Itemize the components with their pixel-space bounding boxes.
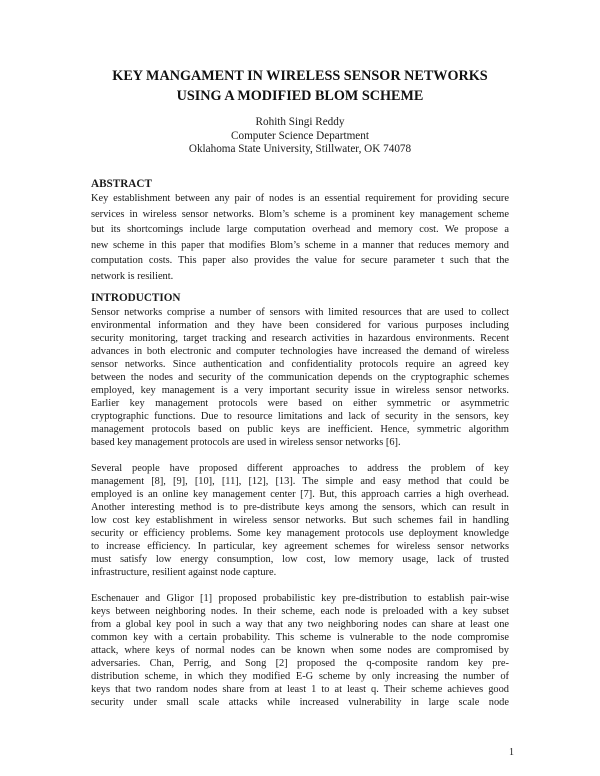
paragraph-line: advances in both electronic and computer technologies have increased the demand of wireless bbox=[91, 346, 509, 357]
abstract-line: network is resilient. bbox=[91, 270, 174, 282]
author-affiliation: Oklahoma State University, Stillwater, OK 74078 bbox=[188, 143, 412, 155]
page-number: 1 bbox=[509, 747, 514, 758]
title-line: KEY MANGAMENT IN WIRELESS SENSOR NETWORKS bbox=[112, 68, 488, 84]
introduction-heading-block bbox=[91, 292, 509, 305]
intro-paragraph-2 bbox=[91, 462, 509, 579]
introduction-heading: INTRODUCTION bbox=[91, 292, 181, 304]
abstract-heading: ABSTRACT bbox=[91, 178, 152, 190]
author-name: Rohith Singi Reddy bbox=[255, 116, 345, 128]
paragraph-line: Several people have proposed different approaches to address the problem of key bbox=[91, 463, 509, 474]
paragraph-line: Sensor networks comprise a number of sensors with limited resources that are used to collect bbox=[91, 307, 509, 318]
paragraph-text bbox=[91, 306, 509, 449]
paragraph-line: must satisfy low energy consumption, low cost, low memory usage, lack of trusted bbox=[91, 554, 509, 565]
paragraph-line: to increase efficiency. In particular, key agreement schemes for wireless sensor networks bbox=[91, 541, 509, 552]
abstract-line: new scheme in this paper that modifies Blom’s scheme in a manner that reduces memory and bbox=[91, 239, 509, 251]
paragraph-line: cryptographic functions. Due to resource limitations and lack of security in the sensors, key bbox=[91, 411, 509, 422]
paragraph-line: management [8], [9], [10], [11], [12], [13]. The simple and easy method that could be bbox=[91, 476, 509, 487]
paragraph-line: common key with a certain probability. This scheme is vulnerable to the node compromise bbox=[91, 632, 509, 643]
abstract-text bbox=[91, 191, 509, 284]
author-block bbox=[100, 116, 500, 157]
intro-paragraph-1 bbox=[91, 306, 509, 449]
paragraph-line: security or efficiency problems. Some key management protocols use deployment knowledge bbox=[91, 528, 509, 539]
paragraph-line: attack, where keys of normal nodes can be known when some nodes are compromised by bbox=[91, 645, 509, 656]
paragraph-text bbox=[91, 462, 509, 579]
paragraph-line: infrastructure, resilient against node capture. bbox=[91, 567, 277, 578]
intro-paragraph-3 bbox=[91, 592, 509, 709]
paragraph-line: Eschenauer and Gligor [1] proposed probabilistic key pre-distribution to establish pair-wise bbox=[91, 593, 509, 604]
paragraph-line: based key management protocols are used in wireless sensor networks [6]. bbox=[91, 437, 401, 448]
paragraph-line: adversaries. Chan, Perrig, and Song [2] proposed the q-composite random key pre- bbox=[91, 658, 509, 669]
paragraph-line: sensor networks. Since authentication and confidentiality protocols require an agreed key bbox=[91, 359, 509, 370]
paragraph-text bbox=[91, 592, 509, 709]
abstract-line: but its shortcomings include large computation overhead and memory cost. We propose a bbox=[91, 224, 509, 235]
abstract-line: Key establishment between any pair of nodes is an essential requirement for providing secure bbox=[91, 193, 509, 204]
paragraph-line: security under small scale attacks while increased vulnerability in large scale node bbox=[91, 697, 509, 708]
paragraph-line: Earlier key management protocols were based on either symmetric or asymmetric bbox=[91, 398, 509, 409]
paragraph-line: distribution scheme, in which they modified E-G scheme by only increasing the number of bbox=[91, 671, 509, 682]
paragraph-line: low cost key establishment in wireless sensor networks. But such schemes fail in handling bbox=[91, 515, 509, 526]
paragraph-line: keys that two random nodes share from at least 1 to at least q. Their scheme achieves good bbox=[91, 684, 509, 695]
paragraph-line: environmental information and they have been considered for various purposes including bbox=[91, 320, 509, 331]
abstract-section bbox=[91, 178, 509, 284]
paragraph-line: employed is an online key management center [7]. But, this approach carries a high overhead. bbox=[91, 489, 509, 500]
abstract-line: services in wireless sensor networks. Blom’s scheme is a prominent key management scheme bbox=[91, 208, 509, 220]
paragraph-line: from a global key pool in such a way that any two neighboring nodes can share at least one bbox=[91, 619, 509, 630]
author-department: Computer Science Department bbox=[231, 129, 369, 142]
paragraph-line: Another interesting method is to pre-distribute keys among the sensors, which can result in bbox=[91, 502, 509, 513]
paragraph-line: between the nodes and security of the communication depends on the cryptographic schemes bbox=[91, 372, 509, 383]
paragraph-line: security monitoring, target tracking and research activities in hazardous environments. Recent bbox=[91, 333, 509, 344]
paragraph-line: management protocols based on public keys are inefficient. Hence, symmetric algorithm bbox=[91, 424, 509, 435]
paragraph-line: keys between neighboring nodes. In their scheme, each node is preloaded with a key subset bbox=[91, 606, 509, 617]
abstract-line: computation costs. This paper also provides the value for secure parameter t such that the bbox=[91, 255, 509, 266]
paper-title bbox=[60, 66, 540, 106]
title-line: USING A MODIFIED BLOM SCHEME bbox=[176, 88, 424, 104]
paragraph-line: employed, key management is a very important security issue in wireless sensor networks. bbox=[91, 385, 509, 396]
